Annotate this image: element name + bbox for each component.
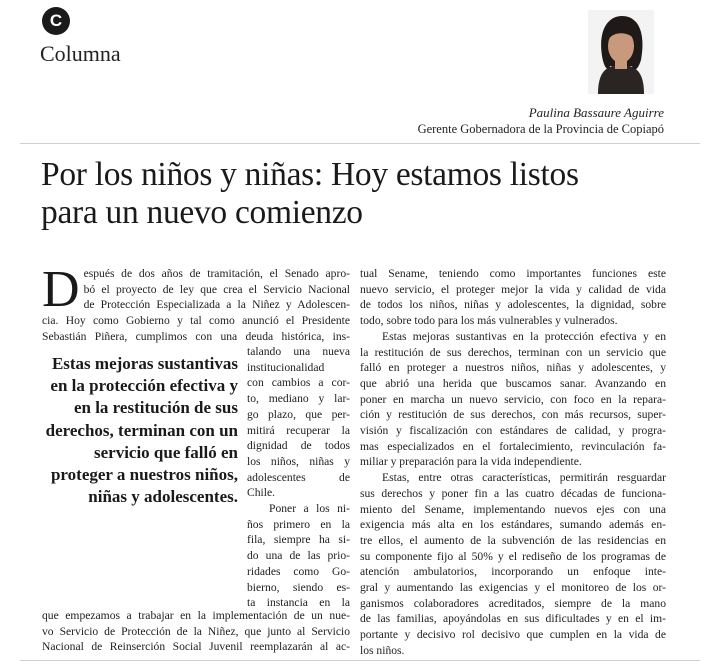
body-line: ños primero en la <box>247 517 350 531</box>
body-line: atención ambulatorios, incorporando un enfoque inte- <box>360 565 666 579</box>
body-line: mas especializados en el fortalecimiento, revinculación fa- <box>360 439 666 453</box>
body-line: fila, siempre ha si- <box>247 533 350 547</box>
body-line: sus derechos y poner fin a las cuatro décadas de funciona- <box>360 486 666 500</box>
body-line: nuevo servicio, el proteger mejor la vida y calidad de vida <box>360 282 666 296</box>
left-column-bottom <box>42 608 350 655</box>
left-column-narrow <box>247 344 350 611</box>
body-line: ción y restitución de sus derechos, con más recursos, super- <box>360 408 666 422</box>
body-line: gral y aumentando las exigencias y el monitoreo de los or- <box>360 581 666 595</box>
body-line: ta instancia en la <box>247 596 350 610</box>
body-line: mitirá recuperar la <box>247 423 350 437</box>
bottom-divider <box>20 660 700 661</box>
headline-line-2: para un nuevo comienzo <box>41 193 363 231</box>
body-line: espués de dos años de tramitación, el Senado apro- <box>83 267 350 280</box>
body-line: Nacional de Reinserción Social Juvenil reemplazarán al ac- <box>42 640 350 654</box>
body-line: Chile. <box>247 486 276 500</box>
body-line: la restitución de sus derechos, terminan con un servicio que <box>360 345 666 359</box>
body-line: de todos los niños, niñas y adolescentes, la dignidad, sobre <box>360 298 666 312</box>
body-line: con cambios a cor- <box>247 376 350 390</box>
body-line: ganismos colaboradores acreditados, siempre de la mano <box>360 596 666 610</box>
body-line: su componente fijo al 50% y el rediseño de los programas de <box>360 549 666 563</box>
body-line: to, mediano y lar- <box>247 392 350 406</box>
body-line: do una de las prio- <box>247 549 350 563</box>
body-line: go plazo, que per- <box>247 407 350 421</box>
body-line: tre ellos, el aumento de la subvención de las residencias en <box>360 533 666 547</box>
body-line: falló en proteger a nuestros niños, niñas y adolescentes, y <box>360 361 666 375</box>
body-line: tual Sename, teniendo como importantes funciones este <box>360 267 666 280</box>
body-line: talando una nueva <box>247 345 350 358</box>
body-line: institucionalidad <box>247 360 325 374</box>
body-line: vo Servicio de Protección de la Niñez, que junto al Servicio <box>42 624 350 638</box>
body-line: visión y fiscalización con estándares de calidad, y progra- <box>360 424 666 438</box>
body-line: bierno, siendo es- <box>247 580 350 594</box>
body-line: que abrió una herida que buscamos sanar. Avanzando en <box>360 376 666 390</box>
headline-line-1: Por los niños y niñas: Hoy estamos listos <box>41 156 579 193</box>
body-line: adolescentes de <box>247 470 350 484</box>
body-line: cia. Hoy como Gobierno y tal como anunció el Presidente <box>42 314 350 328</box>
body-line: dignidad de todos <box>247 439 350 453</box>
headline <box>41 156 691 231</box>
author-portrait <box>588 10 654 94</box>
pull-quote: Estas mejoras sustantivas en la protección efectiva y en la restitución de sus derechos, terminan con un servicio que falló en proteger a nuestros niños, niñas y adolescentes. <box>45 354 238 507</box>
right-column <box>360 266 666 659</box>
body-line: Poner a los ni- <box>269 502 350 516</box>
body-line: todo, sobre todo para los más vulnerables y vulnerados. <box>360 314 618 328</box>
body-line: de Protección Especializada a la Niñez y Adolescen- <box>83 298 350 312</box>
author-name: Paulina Bassaure Aguirre <box>528 105 664 120</box>
author-role: Gerente Gobernadora de la Provincia de Copiapó <box>417 122 664 136</box>
body-line: portante y decisivo rol decisivo que cumplen en la vida de <box>360 628 666 642</box>
body-line: exigencia más alta en los estándares, sumando además en- <box>360 518 666 532</box>
top-divider <box>20 143 700 144</box>
body-line: los niños. <box>360 643 405 657</box>
section-label: Columna <box>40 41 121 66</box>
body-line: miliar y preparación para la vida independiente. <box>360 455 582 469</box>
body-line: que empezamos a trabajar en la implementación de un nue- <box>42 609 350 622</box>
body-line: bó el proyecto de ley que crea el Servicio Nacional <box>83 282 350 296</box>
body-line: los niños, niñas y <box>247 454 350 468</box>
body-line: ridades como Go- <box>247 564 350 578</box>
body-line: Estas mejoras sustantivas en la protección efectiva y en <box>382 329 666 343</box>
body-line: Estas, entre otras características, permitirán resguardar <box>382 471 666 485</box>
column-badge: C <box>42 7 70 35</box>
body-line: de las familias, apoyándolas en sus dificultades y en el im- <box>360 612 666 626</box>
left-column-top <box>42 261 350 345</box>
drop-cap: D <box>42 261 80 318</box>
body-line: poner en marcha un nuevo servicio, con foco en la repara- <box>360 392 666 406</box>
body-line: miento del Sename, implementando nuevos ejes con una <box>360 502 666 516</box>
body-line: Sebastián Piñera, cumplimos con una deuda histórica, ins- <box>42 329 350 343</box>
